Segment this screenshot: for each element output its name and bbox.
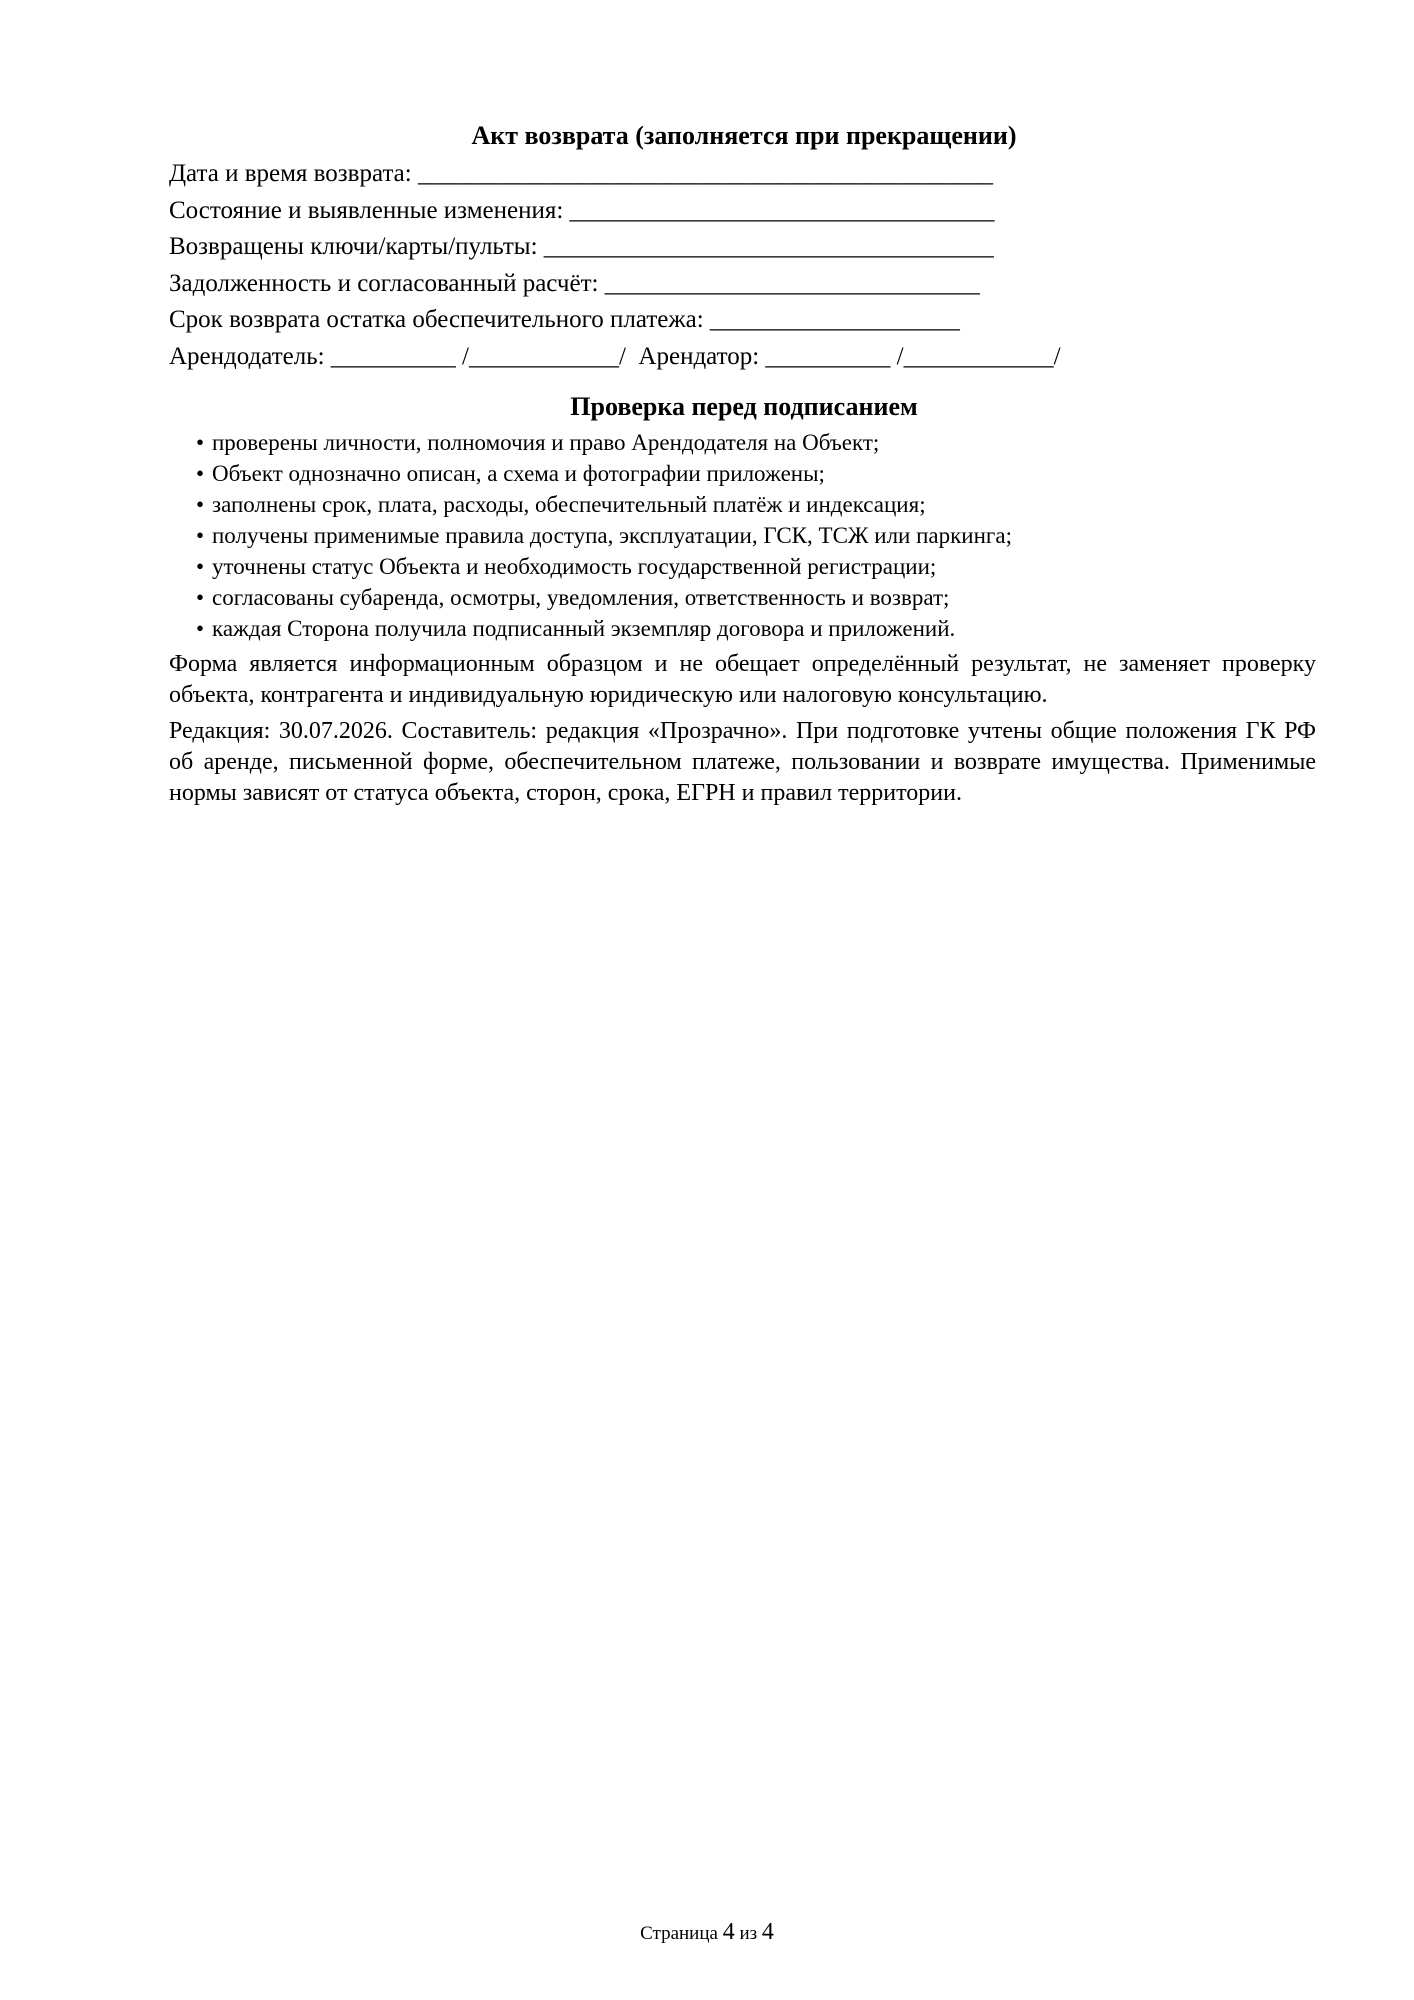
- list-item-text: получены применимые правила доступа, эксплуатации, ГСК, ТСЖ или паркинга;: [212, 523, 1012, 548]
- list-item: [169, 489, 1316, 520]
- footer-separator: из: [739, 1923, 758, 1944]
- list-item: [169, 427, 1316, 458]
- checklist: [169, 427, 1316, 644]
- list-item-text: согласованы субаренда, осмотры, уведомления, ответственность и возврат;: [212, 585, 950, 610]
- list-item: [169, 551, 1316, 582]
- footer-prefix: Страница: [640, 1923, 718, 1944]
- return-act-title: Акт возврата (заполняется при прекращении): [471, 121, 1017, 150]
- list-item: [169, 582, 1316, 613]
- debt-settlement-field: Задолженность и согласованный расчёт: ______________________________: [169, 269, 980, 297]
- bullet-icon: •: [196, 492, 205, 517]
- list-item-text: проверены личности, полномочия и право Арендодателя на Объект;: [212, 430, 880, 455]
- bullet-icon: •: [196, 430, 205, 455]
- list-item-text: Объект однозначно описан, а схема и фотографии приложены;: [212, 461, 825, 486]
- bullet-icon: •: [196, 523, 205, 548]
- bullet-icon: •: [196, 616, 205, 641]
- bullet-icon: •: [196, 585, 205, 610]
- bullet-icon: •: [196, 554, 205, 579]
- disclaimer-paragraph: Форма является информационным образцом и не обещает определённый результат, не заменяет проверку объекта, контрагента и индивидуальную юридическую или налоговую консультацию.: [169, 651, 1316, 708]
- list-item: [169, 613, 1316, 644]
- list-item-text: уточнены статус Объекта и необходимость государственной регистрации;: [212, 554, 937, 579]
- checklist-title: Проверка перед подписанием: [570, 392, 918, 421]
- list-item: [169, 458, 1316, 489]
- list-item: [169, 520, 1316, 551]
- returned-keys-field: Возвращены ключи/карты/пульты: ____________________________________: [169, 233, 994, 260]
- page-content: [169, 119, 1316, 809]
- return-datetime-field: Дата и время возврата: ______________________________________________: [169, 160, 993, 187]
- deposit-return-term-field: Срок возврата остатка обеспечительного платежа: ____________________: [169, 306, 960, 333]
- page-footer: [0, 1918, 1414, 1948]
- edition-note-paragraph: Редакция: 30.07.2026. Составитель: редакция «Прозрачно». При подготовке учтены общие положения ГК РФ об аренде, письменной форме, обеспечительном платеже, пользовании и возврате имущества. Применимые нормы зависят от статуса объекта, сторон, срока, ЕГРН и правил территории.: [169, 718, 1316, 806]
- current-page-number: 4: [722, 1919, 735, 1945]
- bullet-icon: •: [196, 461, 205, 486]
- list-item-text: каждая Сторона получила подписанный экземпляр договора и приложений.: [212, 616, 956, 641]
- condition-changes-field: Состояние и выявленные изменения: __________________________________: [169, 196, 995, 224]
- return-act-fields: [169, 156, 1316, 375]
- list-item-text: заполнены срок, плата, расходы, обеспечительный платёж и индексация;: [212, 492, 926, 517]
- signatures-line: Арендодатель: __________ /____________/ Арендатор: __________ /____________/: [169, 342, 1061, 370]
- total-page-number: 4: [761, 1919, 774, 1945]
